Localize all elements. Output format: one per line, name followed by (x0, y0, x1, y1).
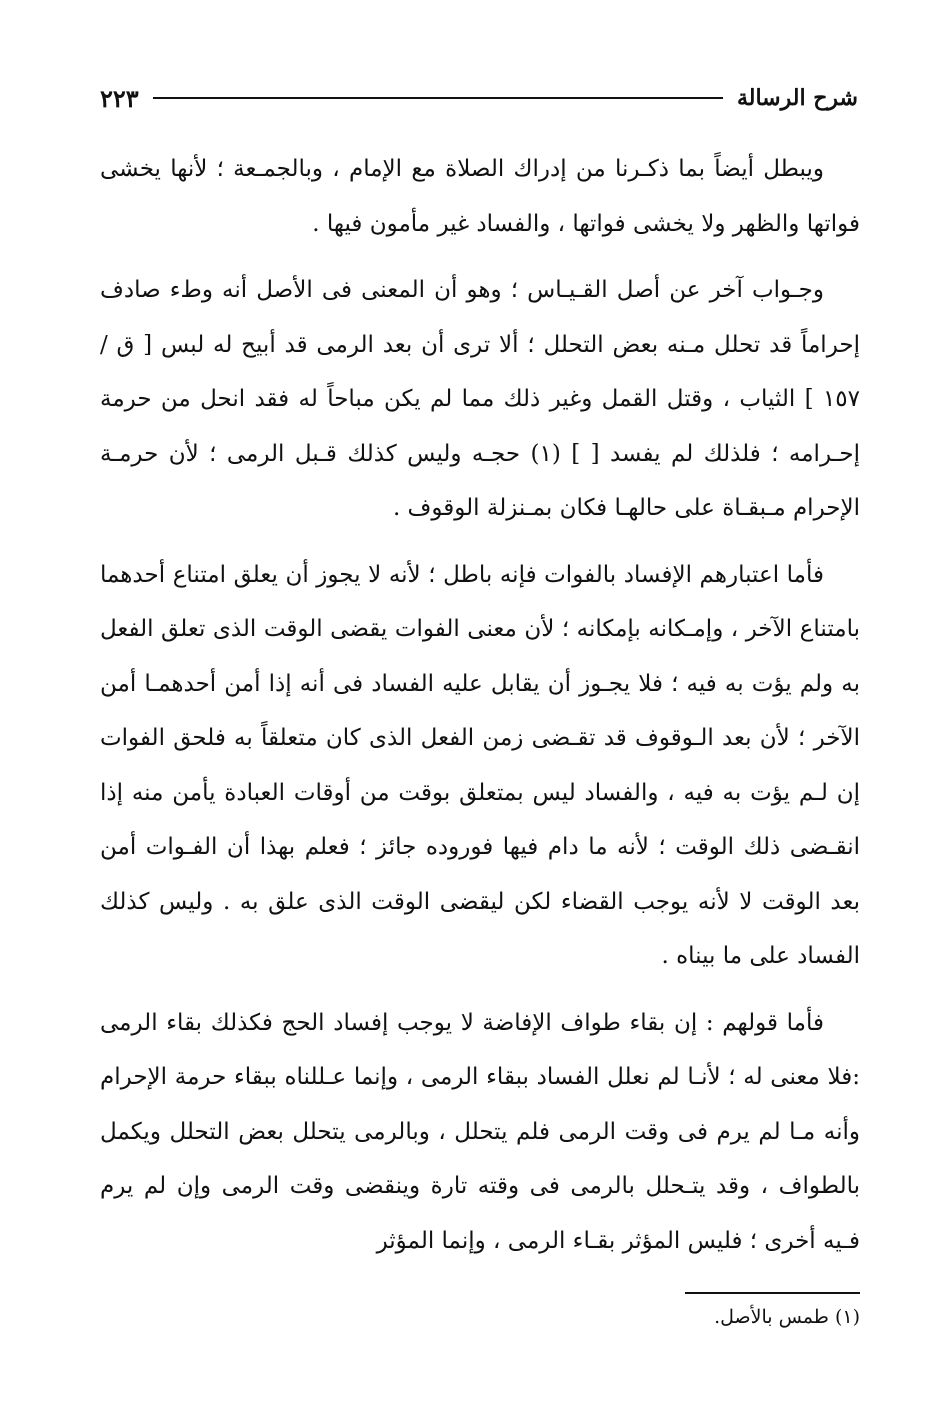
running-title: شرح الرسالة (736, 85, 858, 111)
main-text (100, 142, 860, 1280)
paragraph-2: وجـواب آخر عن أصل القـيـاس ؛ وهو أن المعنى فى الأصل أنه وطء صادف إحراماً قد تحلل مـنه بعض التحلل ؛ ألا ترى أن بعد الرمى قد أبيح له لبس [ ق / ١٥٧ ] الثياب ، وقتل القمل وغير ذلك مما لم يكن مباحاً له فقد انحل من حرمة إحـرامه ؛ فلذلك لم يفسد [ ] (١) حجـه وليس كذلك قـبل الرمى ؛ لأن حرمـة الإحرام مـبقـاة على حالهـا فكان بمـنزلة الوقوف . (100, 277, 860, 521)
running-header (100, 78, 858, 118)
page-number: ٢٢٣ (100, 83, 139, 113)
paragraph-1: ويبطل أيضاً بما ذكـرنا من إدراك الصلاة مع الإمام ، وبالجمـعة ؛ لأنها يخشى فواتها والظهر ولا يخشى فواتها ، والفساد غير مأمون فيها . (100, 156, 860, 237)
footnote: (١) طمس بالأصل. (714, 1306, 860, 1328)
paragraph-4: فأما قولهم : إن بقاء طواف الإفاضة لا يوجب إفساد الحج فكذلك بقاء الرمى :فلا معنى له ؛ لأنـا لم نعلل الفساد ببقاء الرمى ، وإنما عـللناه ببقاء حرمة الإحرام وأنه مـا لم يرم فى وقت الرمى فلم يتحلل ، وبالرمى يتحلل بعض التحلل ويكمل بالطواف ، وقد يتـحلل بالرمى فى وقته تارة وينقضى وقت الرمى وإن لم يرم فـيه أخرى ؛ فليس المؤثر بقـاء الرمى ، وإنما المؤثر (100, 1009, 860, 1254)
header-rule (153, 97, 723, 99)
footnote-separator (685, 1292, 860, 1294)
paragraph-3: فأما اعتبارهم الإفساد بالفوات فإنه باطل ؛ لأنه لا يجوز أن يعلق امتناع أحدهما بامتناع الآخر ، وإمـكانه بإمكانه ؛ لأن معنى الفوات يقضى الوقت الذى تعلق الفعل به ولم يؤت به فيه ؛ فلا يجـوز أن يقابل عليه الفساد فى أنه إذا أمن أحدهمـا أمن الآخر ؛ لأن بعد الـوقوف قد تقـضى زمن الفعل الذى كان متعلقاً به فلحق الفوات إن لـم يؤت به فيه ، والفساد ليس بمتعلق بوقت من أوقات العبادة يأمن منه إذا انقـضى ذلك الوقت ؛ لأنه ما دام فيها فوروده جائز ؛ فعلم بهذا أن الفـوات أمن بعد الوقت لا لأنه يوجب القضاء لكن ليقضى الوقت الذى علق به . وليس كذلك الفساد على ما بيناه . (100, 561, 860, 969)
